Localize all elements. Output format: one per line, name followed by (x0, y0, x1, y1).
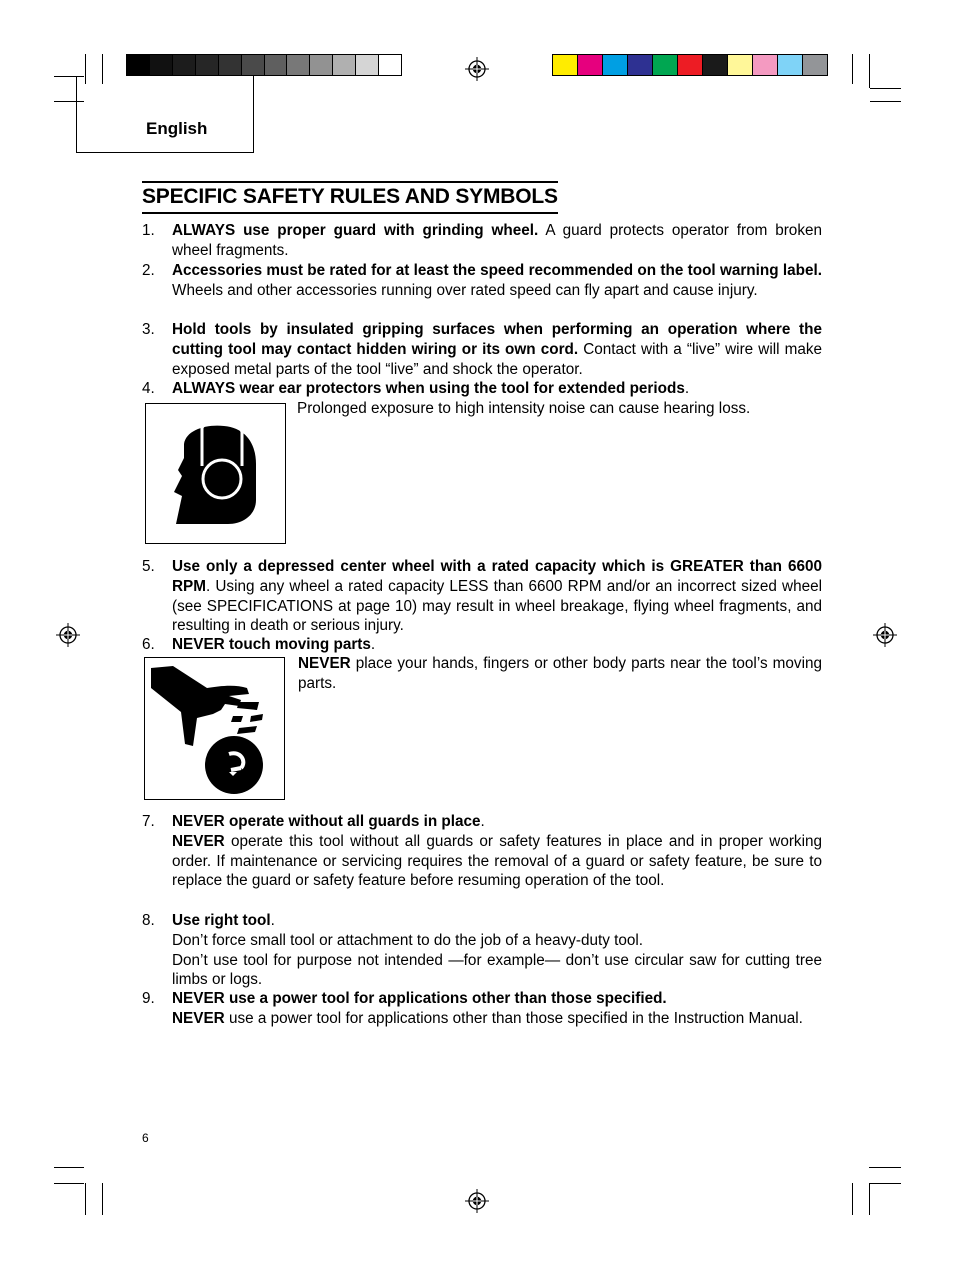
item-heading: NEVER touch moving parts (172, 636, 371, 653)
item-text: . (684, 380, 690, 397)
list-item (142, 379, 822, 399)
item-number: 6. (142, 636, 155, 653)
item-number: 2. (142, 262, 155, 279)
registration-mark-icon (465, 1189, 489, 1213)
page-number: 6 (142, 1131, 149, 1145)
item-text: . (370, 636, 376, 653)
item-text: Wheels and other accessories running over rated speed can fly apart and cause injury. (172, 281, 758, 299)
registration-mark-icon (56, 623, 80, 647)
item-subtext (172, 1009, 822, 1029)
item-text: . (480, 813, 485, 830)
list-item (142, 557, 822, 636)
item-sub-heading: NEVER (172, 1009, 225, 1027)
item-number: 4. (142, 380, 155, 397)
registration-mark-icon (873, 623, 897, 647)
color-swatch (553, 55, 578, 75)
moving-parts-hand-icon (145, 658, 284, 799)
grayscale-color-bar (126, 54, 402, 76)
item-sub-body: use a power tool for applications other than those specified in the Instruction Manual. (224, 1009, 803, 1027)
item-heading: ALWAYS wear ear protectors when using the tool for extended periods (172, 380, 685, 397)
item-heading: ALWAYS use proper guard with grinding wheel. (172, 222, 539, 239)
color-swatch (173, 55, 196, 75)
color-swatch (578, 55, 603, 75)
item-text: . Using any wheel a rated capacity LESS than 6600 RPM and/or an incorrect sized wheel (see SPECIFICATIONS at page 10) may result in wheel breakage, flying wheel fragments, and resulting in death or serious injury. (172, 577, 822, 635)
item-heading: Hold tools by insulated gripping surfaces when performing an operation where the cutting tool may contact hidden wiring or its own cord. (172, 321, 822, 358)
item-number: 8. (142, 912, 155, 929)
color-swatch (653, 55, 678, 75)
color-swatch (379, 55, 401, 75)
item-heading: NEVER use a power tool for applications other than those specified. (172, 990, 667, 1007)
item-sub-heading: NEVER (172, 832, 225, 850)
list-item (142, 221, 822, 261)
item-subtext: Don’t use tool for purpose not intended —for example— don’t use circular saw for cutting tree limbs or logs. (172, 951, 822, 989)
item-text: Contact with a “live” wire will make exposed metal parts of the tool “live” and shock the operator. (172, 340, 823, 378)
item-heading: Accessories must be rated for at least the speed recommended on the tool warning label. (172, 262, 822, 279)
item-number: 9. (142, 990, 155, 1007)
list-item (142, 635, 822, 655)
item-side-text (298, 654, 822, 694)
color-swatch (628, 55, 653, 75)
item-number: 3. (142, 321, 155, 338)
item-subtext (172, 832, 822, 891)
color-swatch (150, 55, 173, 75)
list-item (142, 812, 822, 891)
item-side-heading: NEVER (298, 655, 351, 672)
color-swatch (753, 55, 778, 75)
color-swatch (219, 55, 242, 75)
item-heading: Use right tool (172, 912, 271, 929)
color-swatch (127, 55, 150, 75)
list-item (142, 911, 822, 990)
item-text: . (270, 912, 275, 929)
moving-parts-symbol (144, 657, 285, 800)
item-side-text: Prolonged exposure to high intensity noise can cause hearing loss. (297, 400, 751, 417)
page-title: SPECIFIC SAFETY RULES AND SYMBOLS (142, 181, 558, 214)
registration-mark-icon (465, 57, 489, 81)
ear-protection-icon (146, 404, 284, 542)
color-swatch (778, 55, 803, 75)
color-swatch (703, 55, 728, 75)
item-sub-body: operate this tool without all guards or safety features in place and in proper working order. If maintenance or servicing requires the removal of a guard or safety feature, be sure to replace the guard or safety feature before resuming operation of the tool. (172, 832, 822, 890)
item-subtext: Don’t force small tool or attachment to do the job of a heavy-duty tool. (172, 931, 644, 949)
color-swatch (333, 55, 356, 75)
list-item (142, 989, 822, 1029)
item-heading: NEVER operate without all guards in place (172, 813, 481, 830)
color-swatch (728, 55, 753, 75)
list-item (142, 261, 822, 301)
list-item (142, 320, 822, 379)
item-number: 7. (142, 813, 155, 830)
language-tab (76, 76, 254, 153)
color-swatch (356, 55, 379, 75)
item-text: A guard protects operator from broken wheel fragments. (172, 222, 822, 259)
color-swatch (803, 55, 827, 75)
item-number: 1. (142, 222, 155, 239)
process-color-bar (552, 54, 828, 76)
color-swatch (678, 55, 703, 75)
language-label: English (146, 119, 208, 138)
color-swatch (310, 55, 333, 75)
ear-protection-symbol (145, 403, 286, 544)
color-swatch (265, 55, 288, 75)
item-heading: Use only a depressed center wheel with a rated capacity which is GREATER than 6600 RPM (172, 558, 822, 595)
color-swatch (242, 55, 265, 75)
item-side-body: place your hands, fingers or other body parts near the tool’s moving parts. (298, 655, 822, 692)
item-number: 5. (142, 558, 155, 575)
color-swatch (196, 55, 219, 75)
color-swatch (287, 55, 310, 75)
color-swatch (603, 55, 628, 75)
